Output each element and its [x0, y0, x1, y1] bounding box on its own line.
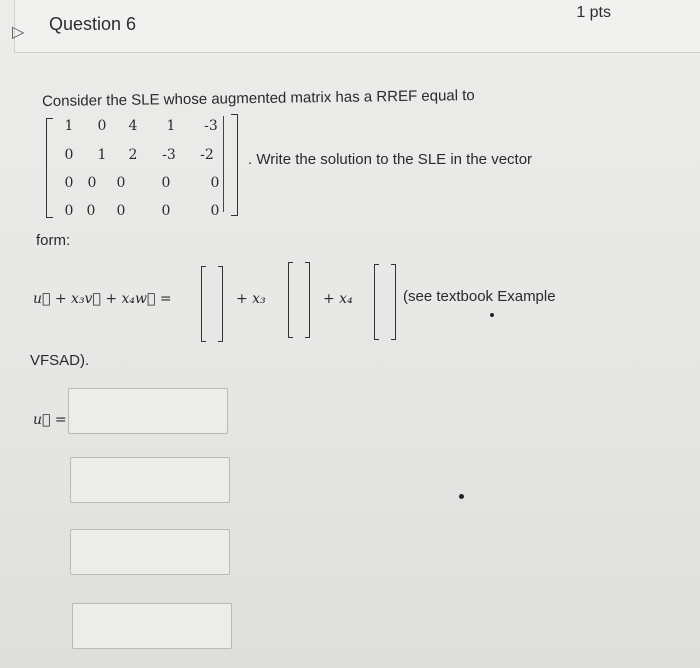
textbook-reference: (see textbook Example: [403, 288, 556, 305]
matrix-row: [56, 175, 236, 195]
matrix-cell: -3: [162, 147, 176, 163]
matrix-cell: 0: [210, 175, 220, 191]
question-intro: Consider the SLE whose augmented matrix has a RREF equal to: [41, 86, 475, 111]
cursor-dot: [490, 313, 494, 317]
screen-speck: [459, 494, 464, 499]
question-title: Question 6: [49, 14, 137, 34]
matrix-cell: 0: [161, 175, 171, 191]
plus-x4-term: + x₄: [323, 291, 353, 307]
augmented-matrix: [46, 116, 230, 222]
matrix-cell: 0: [97, 118, 107, 134]
matrix-row: [56, 118, 236, 138]
matrix-cell: 0: [161, 203, 171, 219]
vector-bracket-2: [288, 262, 310, 338]
matrix-row: [56, 147, 236, 167]
question-header: [14, 0, 700, 53]
vector-bracket-3: [374, 264, 396, 340]
u-vector-label: u⃗ =: [33, 412, 67, 428]
matrix-cell: 0: [64, 147, 74, 163]
answer-input-3[interactable]: [70, 529, 230, 575]
matrix-cell: 4: [128, 118, 138, 134]
answer-input-2[interactable]: [70, 457, 230, 503]
arrow-right-icon: ▷: [12, 22, 25, 41]
matrix-cell: 0: [116, 175, 126, 191]
plus-x3-term: + x₃: [236, 291, 266, 307]
equation-lhs: u⃗ + x₃v⃗ + x₄w⃗ =: [33, 291, 172, 307]
matrix-cell: -2: [200, 147, 214, 163]
matrix-row: [56, 203, 236, 223]
form-label: form:: [36, 232, 71, 249]
matrix-cell: -3: [204, 118, 218, 134]
matrix-cell: 2: [128, 147, 138, 163]
matrix-cell: 1: [97, 147, 107, 163]
instruction-text: . Write the solution to the SLE in the vector: [248, 151, 533, 168]
textbook-reference-end: VFSAD).: [30, 352, 90, 369]
matrix-cell: 0: [64, 175, 74, 191]
matrix-cell: 0: [116, 203, 126, 219]
answer-input-4[interactable]: [72, 603, 232, 649]
matrix-cell: 1: [64, 118, 74, 134]
vector-bracket-1: [201, 266, 223, 342]
matrix-cell: 0: [64, 203, 74, 219]
u-answer-input[interactable]: [68, 388, 228, 434]
points-label: 1 pts: [576, 4, 611, 21]
matrix-cell: 1: [166, 118, 176, 134]
matrix-left-bracket: [46, 118, 53, 218]
matrix-cell: 0: [86, 203, 96, 219]
matrix-cell: 0: [87, 175, 97, 191]
matrix-cell: 0: [210, 203, 220, 219]
